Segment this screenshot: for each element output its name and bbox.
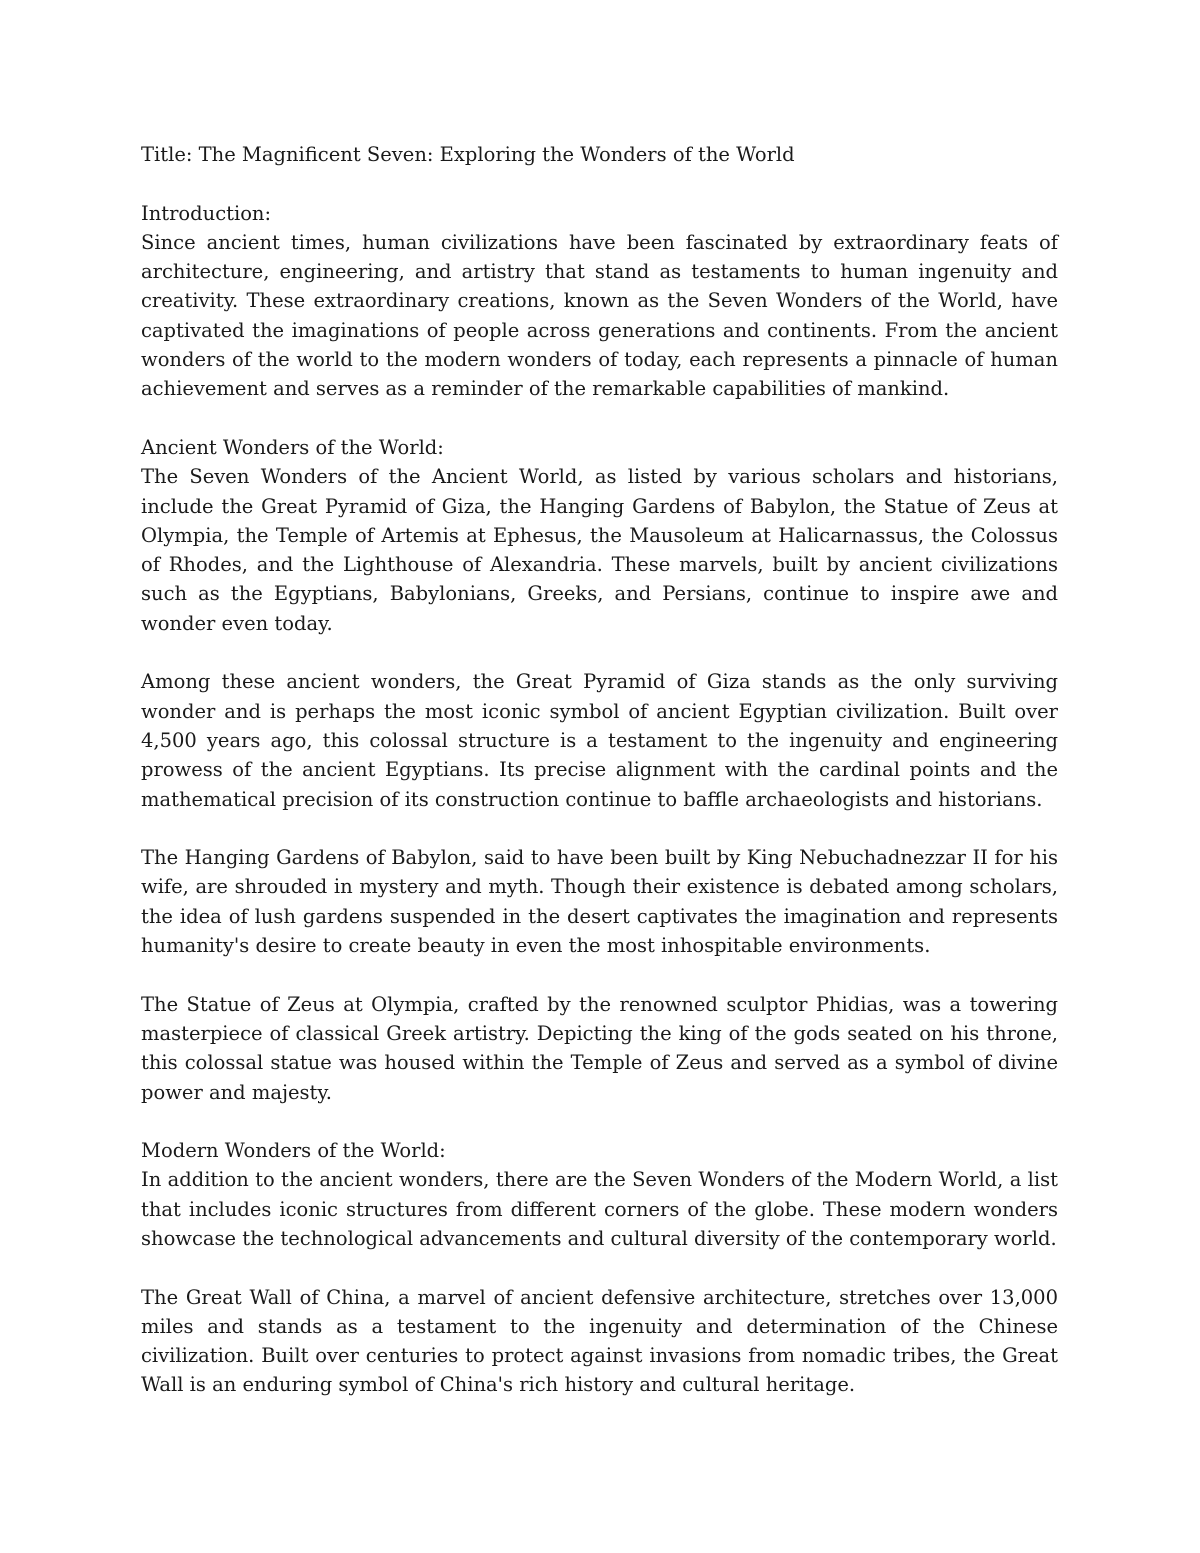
document-title: Title: The Magnificent Seven: Exploring the Wonders of the World bbox=[141, 143, 795, 166]
introduction-section bbox=[141, 199, 1058, 404]
modern-wonders-paragraph: In addition to the ancient wonders, there are the Seven Wonders of the Modern World, a list that includes iconic structures from different corners of the globe. These modern wonders showcase the technological advancements and cultural diversity of the contemporary world. bbox=[141, 1168, 1058, 1250]
modern-wonders-section bbox=[141, 1136, 1058, 1253]
modern-wonders-heading: Modern Wonders of the World: bbox=[141, 1139, 446, 1163]
introduction-paragraph: Since ancient times, human civilizations have been fascinated by extraordinary feats of architecture, engineering, and artistry that stand as testaments to human ingenuity and creativity. These extraordinary creations, known as the Seven Wonders of the World, have captivated the imaginations of people across generations and continents. From the ancient wonders of the world to the modern wonders of today, each represents a pinnacle of human achievement and serves as a reminder of the remarkable capabilities of mankind. bbox=[141, 230, 1058, 401]
hanging-gardens-paragraph: The Hanging Gardens of Babylon, said to have been built by King Nebuchadnezzar II for his wife, are shrouded in mystery and myth. Though their existence is debated among scholars, the idea of lush gardens suspended in the desert captivates the imagination and represents humanity's desire to create beauty in even the most inhospitable environments. bbox=[141, 846, 1058, 958]
ancient-wonders-paragraph: The Seven Wonders of the Ancient World, as listed by various scholars and historians, include the Great Pyramid of Giza, the Hanging Gardens of Babylon, the Statue of Zeus at Olympia, the Temple of Artemis at Ephesus, the Mausoleum at Halicarnassus, the Colossus of Rhodes, and the Lighthouse of Alexandria. These marvels, built by ancient civilizations such as the Egyptians, Babylonians, Greeks, and Persians, continue to inspire awe and wonder even today. bbox=[141, 465, 1058, 635]
statue-of-zeus-paragraph: The Statue of Zeus at Olympia, crafted by the renowned sculptor Phidias, was a towering masterpiece of classical Greek artistry. Depicting the king of the gods seated on his throne, this colossal statue was housed within the Temple of Zeus and served as a symbol of divine power and majesty. bbox=[141, 992, 1058, 1104]
ancient-wonders-section bbox=[141, 433, 1058, 638]
great-wall-paragraph: The Great Wall of China, a marvel of ancient defensive architecture, stretches over 13,000 miles and stands as a testament to the ingenuity and determination of the Chinese civilization. Built over centuries to protect against invasions from nomadic tribes, the Great Wall is an enduring symbol of China's rich history and cultural heritage. bbox=[141, 1285, 1058, 1397]
document-page bbox=[141, 140, 1058, 1429]
ancient-wonders-heading: Ancient Wonders of the World: bbox=[141, 435, 444, 459]
great-pyramid-paragraph: Among these ancient wonders, the Great Pyramid of Giza stands as the only surviving wonder and is perhaps the most iconic symbol of ancient Egyptian civilization. Built over 4,500 years ago, this colossal structure is a testament to the ingenuity and engineering prowess of the ancient Egyptians. Its precise alignment with the cardinal points and the mathematical precision of its construction continue to baffle archaeologists and historians. bbox=[141, 670, 1058, 811]
introduction-heading: Introduction: bbox=[141, 201, 272, 225]
